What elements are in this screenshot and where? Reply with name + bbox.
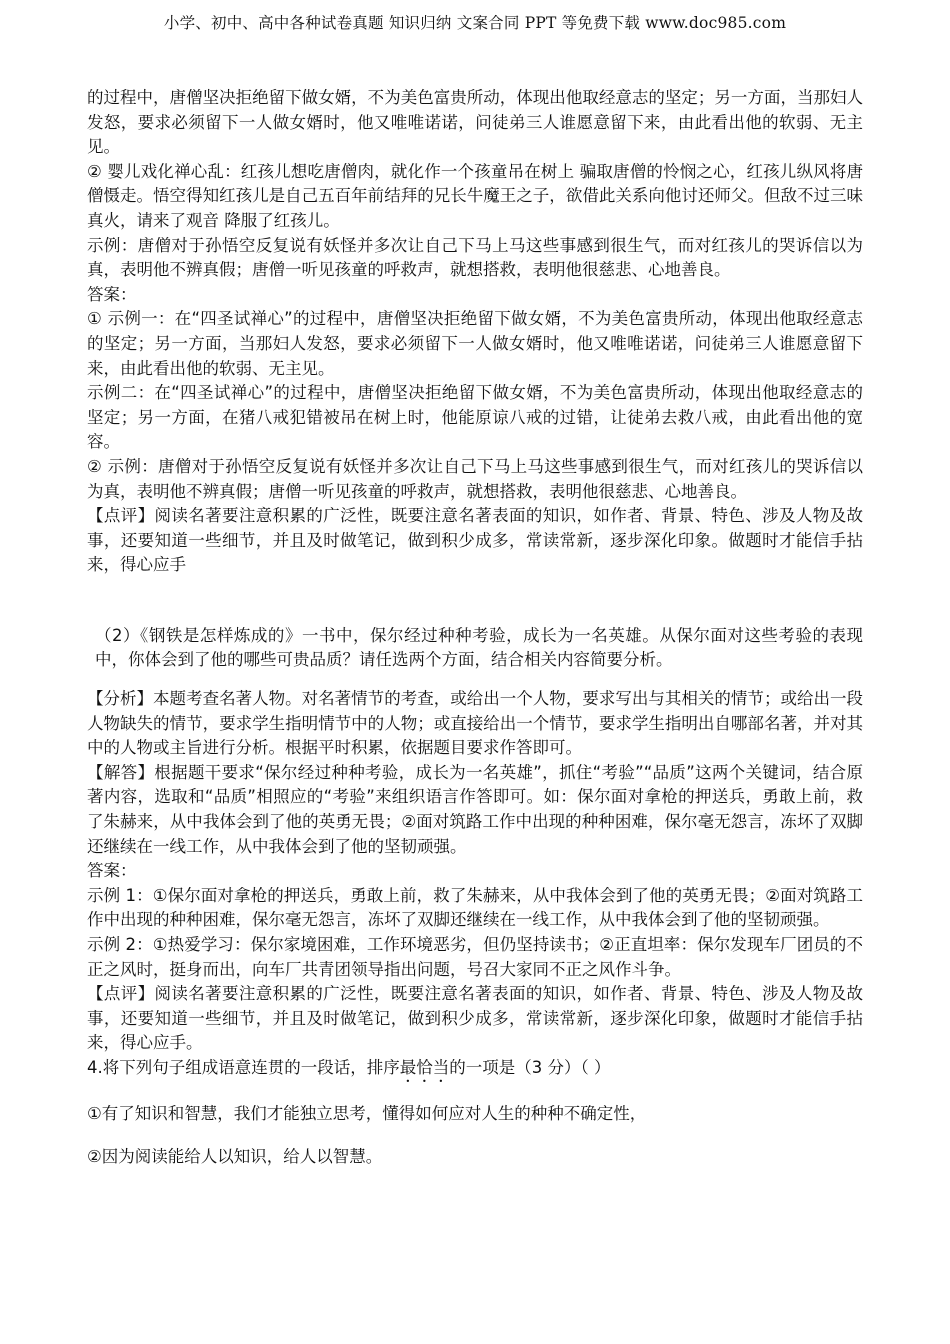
paragraph: 示例：唐僧对于孙悟空反复说有妖怪并多次让自己下马上马这些事感到很生气，而对红孩儿的哭诉信以为真，表明他不辨真假；唐僧一听见孩童的呼救声，就想搭救，表明他很慈悲、心地善良。 xyxy=(87,235,863,280)
comment-paragraph: 【点评】阅读名著要注意积累的广泛性，既要注意名著表面的知识，如作者、背景、特色、涉及人物及故事，还要知道一些细节，并且及时做笔记，做到积少成多，常读常新，逐步深化印象，做题时才能信手拈来，得心应手。 xyxy=(87,984,863,1053)
analysis-paragraph: 【分析】本题考查名著人物。对名著情节的考查，或给出一个人物，要求写出与其相关的情节；或给出一段人物缺失的情节，要求学生指明情节中的人物；或直接给出一个情节，要求学生指明出自哪部名著，并对其中的人物或主旨进行分析。根据平时积累，依据题目要求作答即可。 xyxy=(87,689,863,758)
question-4-suffix: 的一项是（3 分）（ ） xyxy=(449,1057,611,1077)
paragraph: 示例二：在“四圣试禅心”的过程中，唐僧坚决拒绝留下做女婿，不为美色富贵所动，体现出他取经意志的坚定；另一方面，在猪八戒犯错被吊在树上时，他能原谅八戒的过错，让徒弟去救八戒，由此看出他的宽容。 xyxy=(87,383,863,452)
solution-paragraph: 【解答】根据题干要求“保尔经过种种考验，成长为一名英雄”，抓住“考验”“品质”这两个关键词，结合原著内容，选取和“品质”相照应的“考验”来组织语言作答即可。如：保尔面对拿枪的押送兵，勇敢上前，救了朱赫来，从中我体会到了他的英勇无畏；②面对筑路工作中出现的种种困难，保尔毫无怨言，冻坏了双脚还继续在一线工作，从中我体会到了他的坚韧顽强。 xyxy=(87,762,863,856)
page-header: 小学、初中、高中各种试卷真题 知识归纳 文案合同 PPT 等免费下载 www.doc985.com xyxy=(163,14,787,32)
answer-label: 答案： xyxy=(87,861,137,881)
question-4 xyxy=(87,1056,863,1086)
answer-label: 答案： xyxy=(87,284,137,304)
paragraph: 的过程中，唐僧坚决拒绝留下做女婿，不为美色富贵所动，体现出他取经意志的坚定；另一方面，当那妇人发怒，要求必须留下一人做女婿时，他又唯唯诺诺，问徒弟三人谁愿意留下来，由此看出他的软弱、无主见。 xyxy=(87,88,863,157)
question-4-emphasis: 最恰当 xyxy=(399,1057,450,1077)
paragraph: ② 示例：唐僧对于孙悟空反复说有妖怪并多次让自己下马上马这些事感到很生气，而对红孩儿的哭诉信以为真，表明他不辨真假；唐僧一听见孩童的呼救声，就想搭救，表明他很慈悲、心地善良。 xyxy=(87,456,863,501)
question-2: （2）《钢铁是怎样炼成的》一书中，保尔经过种种考验，成长为一名英雄。从保尔面对这些考验的表现中，你体会到了他的哪些可贵品质？请任选两个方面，结合相关内容简要分析。 xyxy=(95,625,863,670)
question-4-prefix: 4.将下列句子组成语意连贯的一段话，排序 xyxy=(87,1057,400,1077)
document-body xyxy=(87,86,863,1169)
example-2: 示例 2：①热爱学习：保尔家境困难，工作环境恶劣，但仍坚持读书；②正直坦率：保尔发现车厂团员的不正之风时，挺身而出，向车厂共青团领导指出问题，号召大家同不正之风作斗争。 xyxy=(87,935,863,979)
sentence-1: ①有了知识和智慧，我们才能独立思考，懂得如何应对人生的种种不确定性， xyxy=(87,1103,647,1123)
sentence-2: ②因为阅读能给人以知识，给人以智慧。 xyxy=(87,1146,383,1166)
paragraph: ② 婴儿戏化禅心乱：红孩儿想吃唐僧肉，就化作一个孩童吊在树上 骗取唐僧的怜悯之心，红孩儿纵风将唐僧慑走。悟空得知红孩儿是自己五百年前结拜的兄长牛魔王之子，欲借此关系向他讨还师父。但敌不过三味真火，请来了观音 降服了红孩儿。 xyxy=(87,161,863,230)
comment-paragraph: 【点评】阅读名著要注意积累的广泛性，既要注意名著表面的知识，如作者、背景、特色、涉及人物及故事，还要知道一些细节，并且及时做笔记，做到积少成多，常读常新，逐步深化印象。做题时才能信手拈来，得心应手 xyxy=(87,506,863,575)
example-1: 示例 1：①保尔面对拿枪的押送兵，勇敢上前，救了朱赫来，从中我体会到了他的英勇无畏；②面对筑路工作中出现的种种困难，保尔毫无怨言，冻坏了双脚还继续在一线工作，从中我体会到了他的坚韧顽强。 xyxy=(87,885,863,930)
paragraph: ① 示例一：在“四圣试禅心”的过程中，唐僧坚决拒绝留下做女婿，不为美色富贵所动，体现出他取经意志的坚定；另一方面，当那妇人发怒，要求必须留下一人做女婿时，他又唯唯诺诺，问徒弟三人谁愿意留下来，由此看出他的软弱、无主见。 xyxy=(87,309,863,378)
